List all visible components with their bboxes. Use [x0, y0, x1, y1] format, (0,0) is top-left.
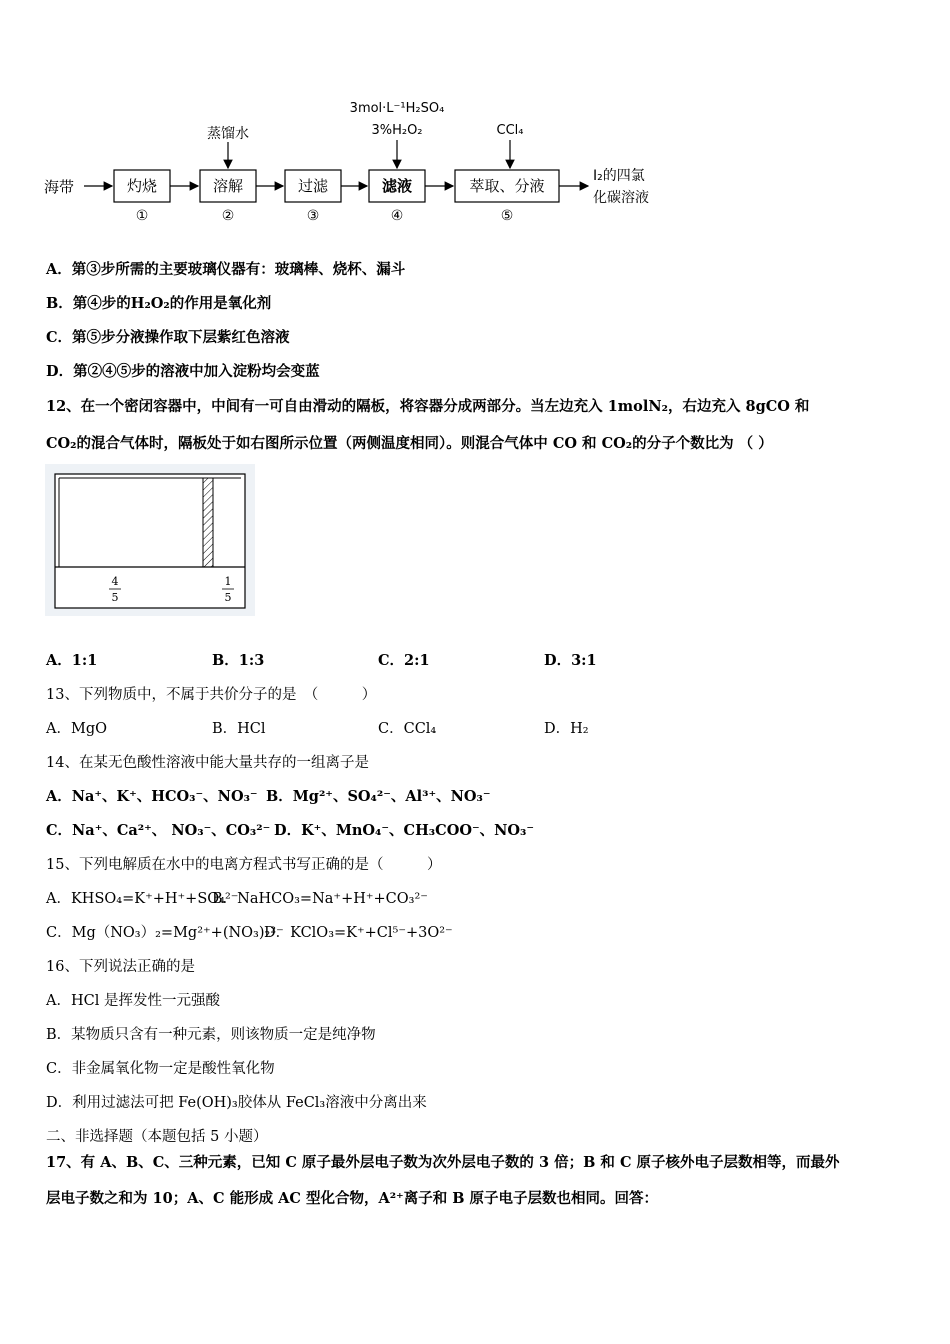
q15-stem: 15、下列电解质在水中的电离方程式书写正确的是（ ） — [46, 857, 442, 873]
q13-option-b: B．HCl — [212, 721, 266, 737]
flow-step-3-num: ③ — [306, 208, 320, 224]
q17-stem-line1: 17、有 A、B、C、三种元素，已知 C 原子最外层电子数为次外层电子数的 3 倍；B 和 C 原子核外电子层数相等，而最外 — [46, 1154, 840, 1171]
flow-step-1-label: 灼烧 — [126, 177, 158, 195]
q12-option-a: A．1:1 — [46, 652, 98, 669]
q16-option-d: D．利用过滤法可把 Fe(OH)₃胶体从 FeCl₃溶液中分离出来 — [46, 1095, 427, 1111]
section-heading: 二、非选择题（本题包括 5 小题） — [46, 1129, 268, 1145]
reagent-ccl4: CCl₄ — [496, 123, 524, 138]
reagent-acid: 3mol·L⁻¹H₂SO₄ — [349, 101, 445, 116]
q13-stem: 13、下列物质中，不属于共价分子的是 （ ） — [46, 687, 377, 703]
q12-option-b: B．1:3 — [212, 652, 265, 669]
q14-option-c: C．Na⁺、Ca²⁺、 NO₃⁻、CO₃²⁻ — [46, 822, 271, 839]
partition-plate — [203, 478, 213, 567]
reagent-peroxide: 3%H₂O₂ — [371, 123, 423, 138]
q17-stem-line2: 层电子数之和为 10；A、C 能形成 AC 型化合物，A²⁺离子和 B 原子电子层数也相同。回答： — [46, 1190, 659, 1207]
flow-step-4-num: ④ — [390, 208, 404, 224]
q15-option-a: A．KHSO₄=K⁺+H⁺+SO₄²⁻ — [46, 891, 239, 907]
flow-product-line1: I₂的四氯 — [593, 168, 645, 184]
q12-option-d: D．3:1 — [544, 652, 597, 669]
flow-step-3-label: 过滤 — [297, 177, 329, 195]
q11-option-c: C．第⑤步分液操作取下层紫红色溶液 — [46, 329, 290, 346]
q15-options-ab — [46, 889, 428, 909]
flow-step-2-label: 溶解 — [212, 177, 244, 195]
q12-option-c: C．2:1 — [378, 652, 430, 669]
q14-option-d: D．K⁺、MnO₄⁻、CH₃COO⁻、NO₃⁻ — [274, 822, 534, 839]
flow-step-4-label: 滤液 — [381, 177, 413, 195]
extraction-flowchart — [40, 92, 680, 242]
q14-options-cd — [46, 821, 534, 841]
q12-options — [46, 651, 597, 671]
q16-option-a: A．HCl 是挥发性一元强酸 — [46, 993, 220, 1009]
q11-option-b: B．第④步的H₂O₂的作用是氧化剂 — [46, 295, 272, 312]
q13-option-d: D．H₂ — [544, 721, 589, 737]
q11-option-a: A．第③步所需的主要玻璃仪器有：玻璃棒、烧杯、漏斗 — [46, 261, 406, 278]
fig-right-denominator: 5 — [224, 591, 232, 604]
q13-option-a: A．MgO — [46, 721, 107, 737]
fig-left-numerator: 4 — [111, 575, 119, 588]
q12-stem-line2: CO₂的混合气体时，隔板处于如右图所示位置（两侧温度相同）。则混合气体中 CO 和 CO₂的分子个数比为 （ ） — [46, 435, 773, 452]
flow-step-2-num: ② — [221, 208, 235, 224]
q15-option-c: C．Mg（NO₃）₂=Mg²⁺+(NO₃)₂²⁻ — [46, 925, 284, 941]
flow-product-line2: 化碳溶液 — [593, 190, 649, 206]
q14-options-ab — [46, 787, 491, 807]
q16-stem: 16、下列说法正确的是 — [46, 959, 195, 975]
q13-option-c: C．CCl₄ — [378, 721, 437, 737]
q15-option-d: D．KClO₃=K⁺+Cl⁵⁻+3O²⁻ — [264, 925, 453, 941]
q16-option-b: B．某物质只含有一种元素，则该物质一定是纯净物 — [46, 1027, 376, 1043]
q15-option-b: B．NaHCO₃=Na⁺+H⁺+CO₃²⁻ — [212, 891, 428, 907]
q14-stem: 14、在某无色酸性溶液中能大量共存的一组离子是 — [46, 755, 369, 771]
fig-right-numerator: 1 — [224, 575, 232, 588]
fig-left-denominator: 5 — [111, 591, 119, 604]
q15-options-cd — [46, 923, 453, 943]
q13-options — [46, 719, 589, 739]
q14-option-b: B．Mg²⁺、SO₄²⁻、Al³⁺、NO₃⁻ — [266, 788, 491, 805]
q14-option-a: A．Na⁺、K⁺、HCO₃⁻、NO₃⁻ — [46, 788, 258, 805]
flow-step-5-num: ⑤ — [500, 208, 514, 224]
q16-option-c: C．非金属氧化物一定是酸性氧化物 — [46, 1061, 275, 1077]
q11-option-d: D．第②④⑤步的溶液中加入淀粉均会变蓝 — [46, 363, 320, 380]
container-body — [55, 474, 245, 608]
partition-container-figure — [45, 464, 255, 616]
flow-step-5-label: 萃取、分液 — [469, 177, 545, 195]
flow-step-1-num: ① — [135, 208, 149, 224]
flow-source: 海带 — [44, 178, 75, 196]
q12-stem-line1: 12、在一个密闭容器中，中间有一可自由滑动的隔板，将容器分成两部分。当左边充入 1molN₂，右边充入 8gCO 和 — [46, 398, 810, 415]
reagent-water: 蒸馏水 — [207, 126, 249, 142]
